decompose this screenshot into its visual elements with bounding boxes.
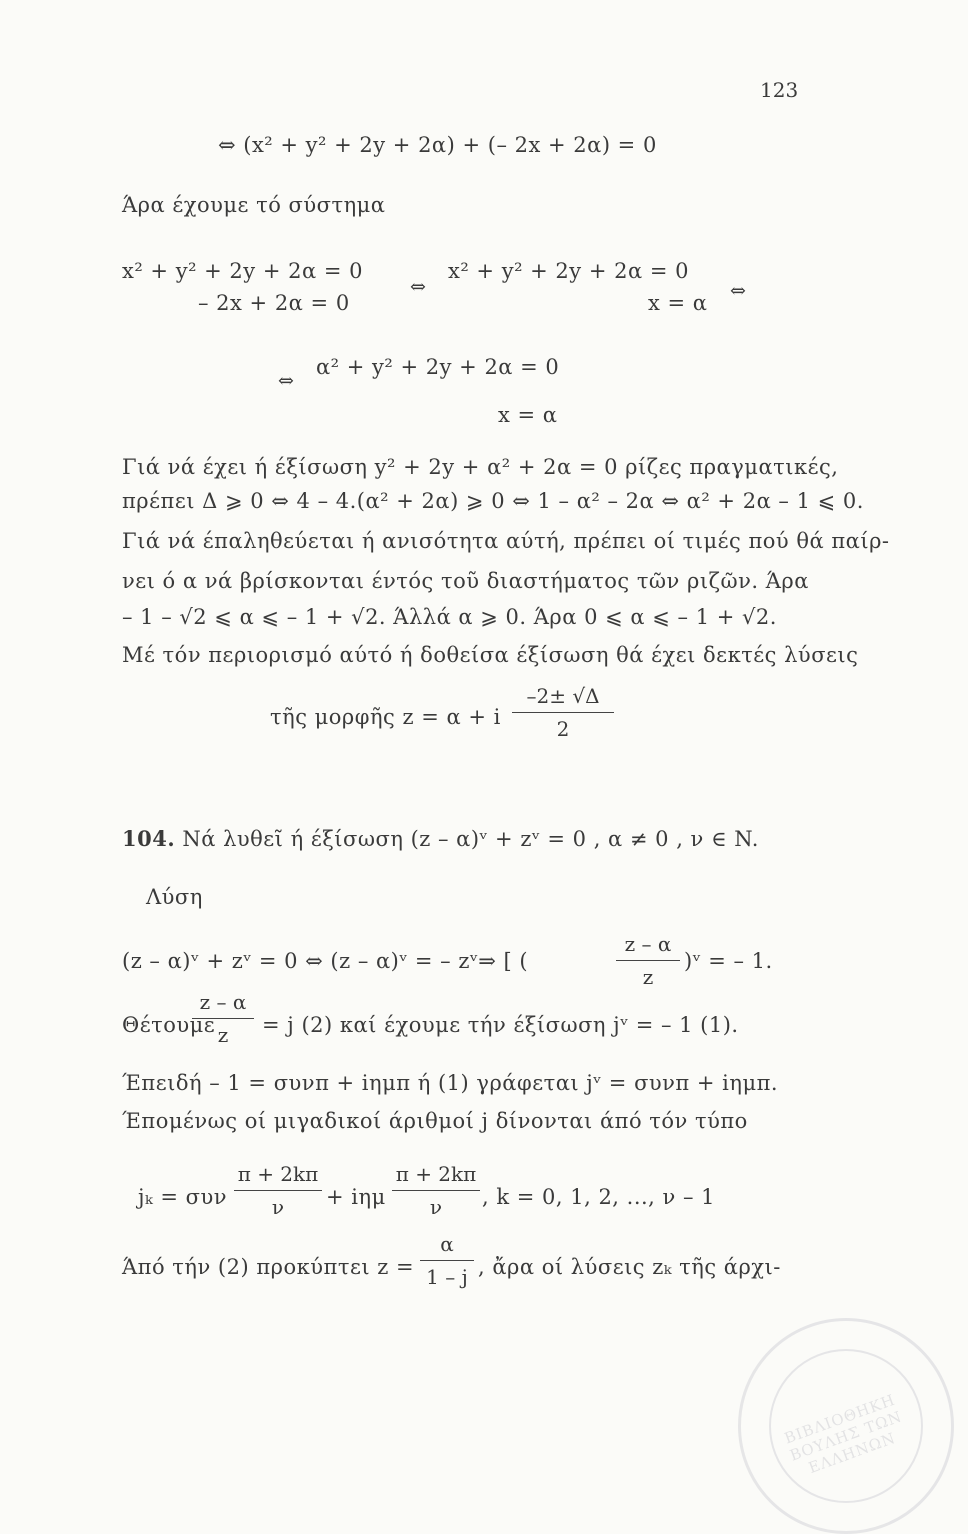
substitution-fraction [192,990,254,1047]
substitution-label: Θέτουμε [122,1013,216,1037]
jk-fraction-1 [234,1162,322,1219]
problem-number: 104. [122,826,176,851]
solution-equation-1-fraction [616,932,680,989]
substitution-rest: = j (2) καί έχουμε τήν έξίσωση jᵛ = – 1 (1). [262,1013,739,1037]
last-line-fraction [420,1232,474,1289]
equivalence-arrow-3: ⇔ [278,370,295,392]
since-line: Έπειδή – 1 = συνπ + iημπ ή (1) γράφεται jᵛ = συνπ + iημπ. [122,1071,779,1095]
fraction-numerator: α [440,1232,454,1256]
equation-top: ⇔ (x² + y² + 2y + 2α) + (– 2x + 2α) = 0 [218,133,657,157]
page-number: 123 [760,78,799,102]
library-stamp [738,1318,954,1534]
equivalence-arrow-2: ⇔ [730,280,747,302]
problem-statement [122,826,759,852]
jk-fraction-2 [392,1162,480,1219]
fraction-bar [512,712,614,713]
paragraph-line-1: Γιά νά έχει ή έξίσωση y² + 2y + α² + 2α = 0 ρίζες πραγματικές, [122,455,839,479]
fraction-numerator: z – α [624,932,672,956]
fraction-bar [420,1260,474,1261]
jk-formula-mid: + iημ [326,1185,386,1209]
last-line-left: Άπό τήν (2) προκύπτει z = [122,1255,415,1279]
library-stamp-text: ΒΙΒΛΙΟΘΗΚΗ ΒΟΥΛΗΣ ΤΩΝ ΕΛΛΗΝΩΝ [781,1390,905,1478]
last-line-right: , ἄρα οί λύσεις zₖ τῆς άρχι- [478,1255,781,1279]
fraction-bar [616,960,680,961]
paragraph-line-4: νει ό α νά βρίσκονται έντός τοῦ διαστήματος τῶν ριζῶν. Άρα [122,569,809,593]
fraction-numerator: z – α [199,990,247,1014]
paragraph-line-5: – 1 – √2 ⩽ α ⩽ – 1 + √2. Άλλά α ⩾ 0. Άρα 0 ⩽ α ⩽ – 1 + √2. [122,605,777,629]
system1-eq1: x² + y² + 2y + 2α = 0 [122,259,363,283]
problem-text: Νά λυθεῖ ή έξίσωση (z – α)ᵛ + zᵛ = 0 , α ≠ 0 , ν ∈ N. [182,827,759,851]
solution-equation-1-left: (z – α)ᵛ + zᵛ = 0 ⇔ (z – α)ᵛ = – zᵛ⇒ [ ( [122,949,529,973]
paragraph-line-3: Γιά νά έπαληθεύεται ή ανισότητα αύτή, πρέπει οί τιμές πού θά παίρ- [122,529,890,553]
fraction-bar [234,1190,322,1191]
system1-eq2: – 2x + 2α = 0 [198,291,350,315]
equivalence-arrow: ⇔ [410,276,427,298]
fraction-denominator: 2 [556,717,570,741]
fraction-denominator: z [642,965,654,989]
paragraph-line-6: Μέ τόν περιορισμό αύτό ή δοθείσα έξίσωση θά έχει δεκτές λύσεις [122,643,859,667]
solution-equation-1-right: )ᵛ = – 1. [684,949,773,973]
system2-eq1: x² + y² + 2y + 2α = 0 [448,259,689,283]
jk-formula-right: , k = 0, 1, 2, ..., ν – 1 [482,1185,716,1209]
system3-eq1: α² + y² + 2y + 2α = 0 [316,355,560,379]
jk-formula-left: jₖ = συν [138,1185,227,1209]
solution-heading: Λύση [146,885,203,909]
system3-eq2: x = α [498,403,558,427]
fraction-bar [392,1190,480,1191]
fraction-numerator: π + 2kπ [237,1162,319,1186]
fraction-denominator: z [217,1023,229,1047]
solution-form-prefix: τῆς μορφῆς z = α + i [270,705,501,729]
fraction-denominator: ν [271,1195,285,1219]
intro-system: Άρα έχουμε τό σύστημα [122,193,386,217]
fraction-bar [192,1018,254,1019]
fraction-numerator: –2± √Δ [526,684,600,708]
system2-eq2: x = α [648,291,708,315]
fraction-denominator: 1 – j [426,1265,468,1289]
therefore-line: Έπομένως οί μιγαδικοί άριθμοί j δίνονται άπό τόν τύπο [122,1109,748,1133]
paragraph-line-2: πρέπει Δ ⩾ 0 ⇔ 4 – 4.(α² + 2α) ⩾ 0 ⇔ 1 – α² – 2α ⇔ α² + 2α – 1 ⩽ 0. [122,489,864,513]
fraction-denominator: ν [429,1195,443,1219]
solution-form-fraction [512,684,614,741]
fraction-numerator: π + 2kπ [395,1162,477,1186]
